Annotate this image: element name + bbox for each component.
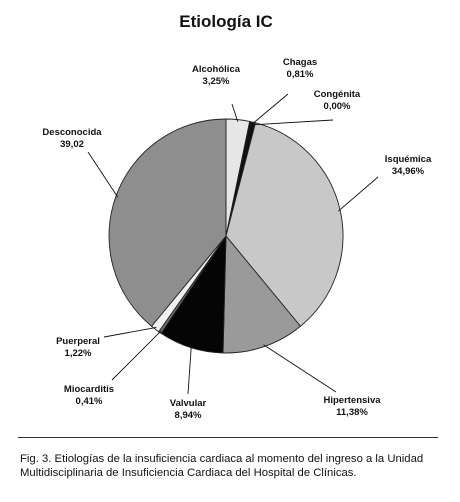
leader-isquemica <box>338 177 378 211</box>
value-puerperal: 1,22% <box>64 348 92 359</box>
value-alcoholica: 3,25% <box>202 76 230 87</box>
leader-valvular <box>188 346 191 394</box>
figure-caption: Fig. 3. Etiologías de la insuficiencia cardiaca al momento del ingreso a la Unidad Multidisciplinaria de Insuficiencia Cardiaca del Hospital de Clínicas. <box>20 453 424 479</box>
label-puerperal: Puerperal <box>56 336 100 347</box>
label-valvular: Valvular <box>169 398 207 409</box>
leader-hipertensiva <box>263 345 336 392</box>
value-desconocida: 39,02 <box>60 139 84 150</box>
chart-title: Etiología IC <box>179 12 273 31</box>
leader-chagas <box>252 94 288 124</box>
label-miocarditis: Miocarditis <box>63 384 115 395</box>
label-desconocida: Desconocida <box>42 127 102 138</box>
leader-desconocida <box>88 152 118 197</box>
label-chagas: Chagas <box>282 57 318 68</box>
value-miocarditis: 0,41% <box>75 396 103 407</box>
pie-slices <box>109 119 343 353</box>
label-hipertensiva: Hipertensiva <box>323 395 381 406</box>
leader-congenita <box>255 120 333 125</box>
value-chagas: 0,81% <box>286 69 314 80</box>
value-congenita: 0,00% <box>323 101 351 112</box>
value-isquemica: 34,96% <box>391 166 425 177</box>
leader-miocarditis <box>112 331 161 380</box>
caption-divider <box>18 437 438 438</box>
label-congenita: Congénita <box>313 89 361 100</box>
label-isquemica: Isquémica <box>384 154 432 165</box>
value-hipertensiva: 11,38% <box>336 407 368 418</box>
value-valvular: 8,94% <box>174 410 202 421</box>
label-alcoholica: Alcohólica <box>191 64 241 75</box>
leader-puerperal <box>104 327 156 337</box>
